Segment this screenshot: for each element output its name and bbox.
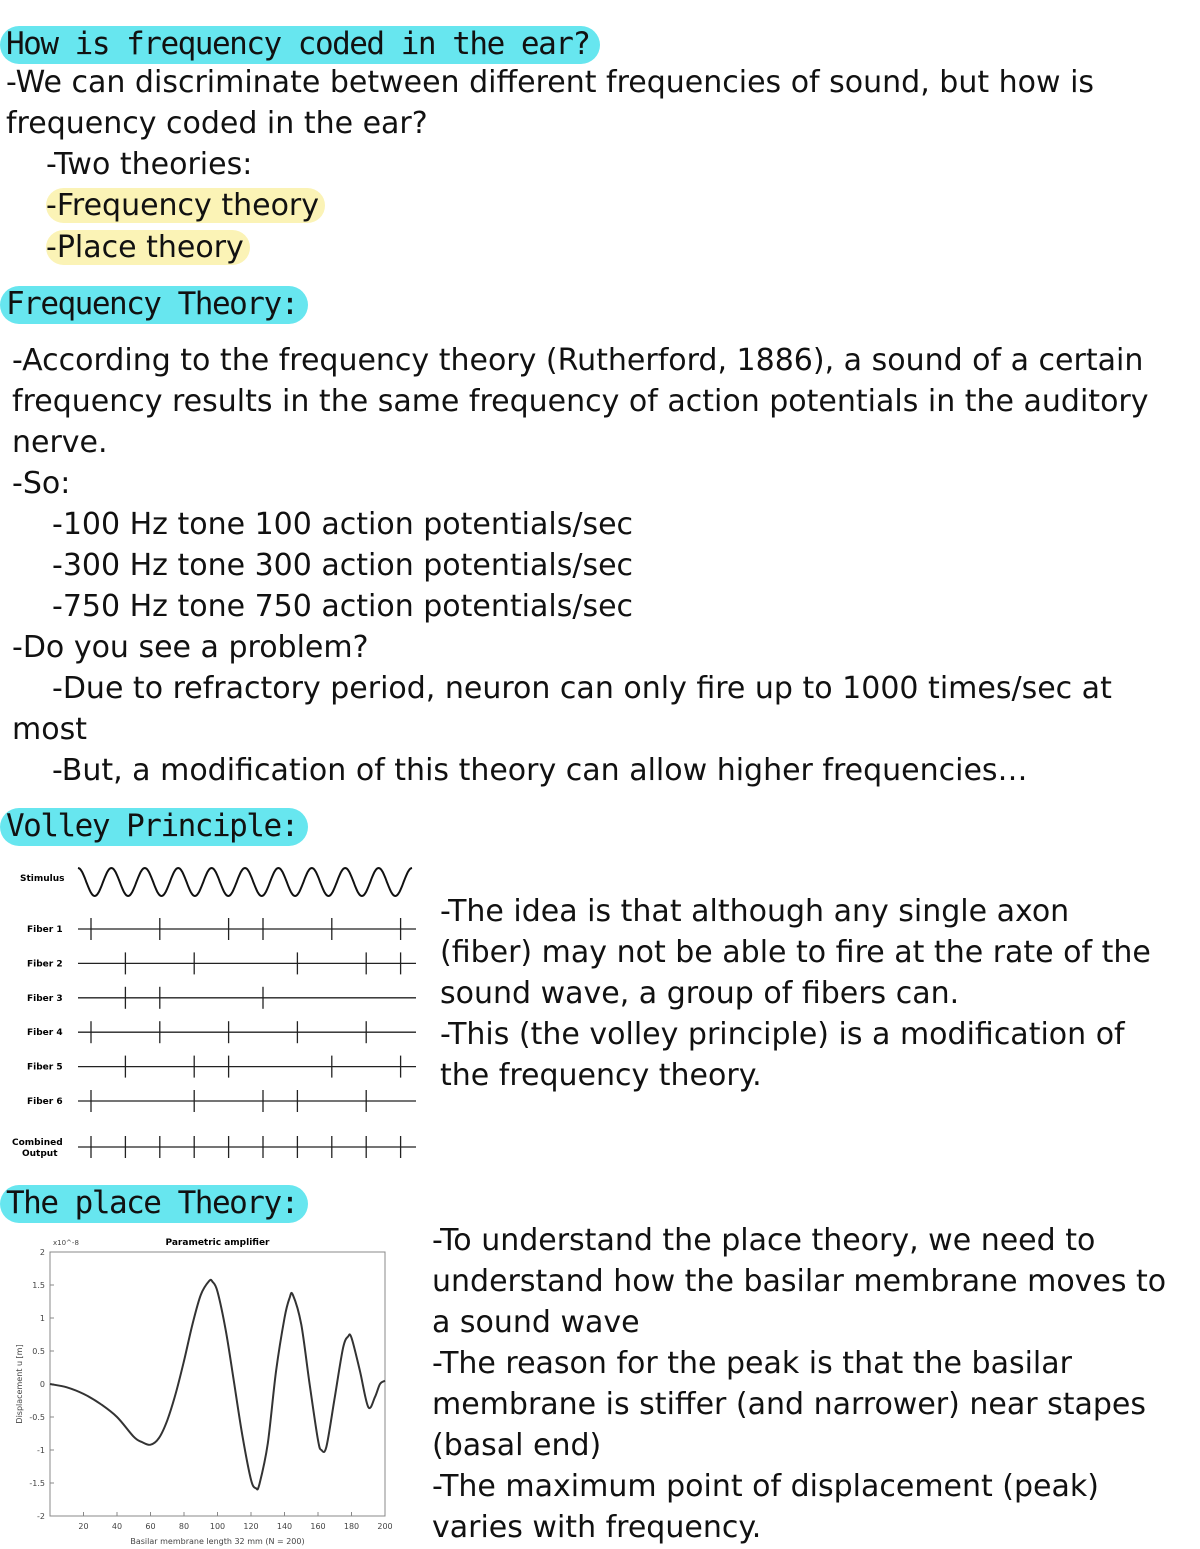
- section3-heading: [0, 806, 308, 846]
- section4-heading: [0, 1183, 308, 1223]
- section2-heading: [0, 284, 308, 324]
- x-tick-label: 20: [78, 1522, 89, 1531]
- volley-line-2: sound wave, a group of fibers can.: [440, 976, 960, 1011]
- freq-line-2: nerve.: [12, 425, 108, 460]
- x-tick-label: 100: [209, 1522, 226, 1531]
- stimulus-label: Stimulus: [20, 874, 65, 884]
- freq-line-6: -750 Hz tone 750 action potentials/sec: [52, 589, 634, 624]
- volley-line-1: (fiber) may not be able to fire at the rate of the: [440, 935, 1151, 970]
- place-line-3: -The reason for the peak is that the basilar: [432, 1346, 1072, 1381]
- place-line-2: a sound wave: [432, 1305, 640, 1340]
- theory-frequency: [46, 185, 325, 226]
- x-tick-label: 60: [145, 1522, 156, 1531]
- y-tick-label: -2: [37, 1512, 45, 1521]
- section4-heading-text: The place Theory:: [0, 1185, 308, 1223]
- section2-heading-text: Frequency Theory:: [0, 286, 308, 324]
- freq-line-0: -According to the frequency theory (Rutherford, 1886), a sound of a certain: [12, 343, 1144, 378]
- x-axis-label: Basilar membrane length 32 mm (N = 200): [130, 1537, 305, 1546]
- place-line-1: understand how the basilar membrane moves to: [432, 1264, 1167, 1299]
- y-tick-label: 2: [39, 1248, 45, 1257]
- freq-line-3: -So:: [12, 466, 71, 501]
- theory-place-text: -Place theory: [46, 230, 250, 265]
- freq-line-7: -Do you see a problem?: [12, 630, 369, 665]
- x-tick-label: 40: [111, 1522, 123, 1531]
- y-tick-label: 0.5: [32, 1347, 45, 1356]
- section1-line1: -We can discriminate between different frequencies of sound, but how is: [6, 65, 1095, 100]
- section1-line2: frequency coded in the ear?: [6, 106, 428, 141]
- theory-frequency-text: -Frequency theory: [46, 188, 325, 223]
- fiber-label: Fiber 3: [27, 993, 63, 1004]
- section1-sub: -Two theories:: [46, 147, 253, 182]
- freq-line-4: -100 Hz tone 100 action potentials/sec: [52, 507, 634, 542]
- freq-line-5: -300 Hz tone 300 action potentials/sec: [52, 548, 634, 583]
- volley-line-3: -This (the volley principle) is a modification of: [440, 1017, 1125, 1052]
- freq-line-1: frequency results in the same frequency of action potentials in the auditory: [12, 384, 1149, 419]
- y-axis-label: Displacement u [m]: [15, 1344, 24, 1424]
- volley-line-4: the frequency theory.: [440, 1058, 762, 1093]
- place-line-5: (basal end): [432, 1428, 602, 1463]
- place-line-0: -To understand the place theory, we need to: [432, 1223, 1096, 1258]
- y-tick-label: -0.5: [29, 1413, 45, 1422]
- x-tick-label: 200: [377, 1522, 393, 1531]
- theory-place: [46, 227, 250, 268]
- freq-line-10: -But, a modification of this theory can allow higher frequencies…: [52, 753, 1028, 788]
- displacement-series-line: [50, 1280, 385, 1490]
- fiber-label: Fiber 5: [27, 1062, 63, 1073]
- combined-label: Combined: [12, 1138, 63, 1148]
- fiber-label: Fiber 1: [27, 925, 63, 935]
- combined-label: Output: [22, 1149, 58, 1159]
- x-tick-label: 120: [243, 1522, 259, 1531]
- fiber-label: Fiber 2: [27, 959, 63, 970]
- basilar-membrane-chart: [0, 1232, 400, 1549]
- volley-line-0: -The idea is that although any single axon: [440, 894, 1070, 929]
- y-multiplier: x10^-8: [53, 1239, 79, 1247]
- x-tick-label: 160: [310, 1522, 326, 1531]
- x-tick-label: 180: [343, 1522, 360, 1531]
- place-line-6: -The maximum point of displacement (peak): [432, 1469, 1099, 1504]
- x-tick-label: 140: [276, 1522, 293, 1531]
- y-tick-label: 0: [39, 1380, 45, 1389]
- y-tick-label: -1: [37, 1446, 45, 1455]
- place-line-4: membrane is stiffer (and narrower) near stapes: [432, 1387, 1147, 1422]
- section1-heading-text: How is frequency coded in the ear?: [0, 26, 600, 64]
- y-tick-label: -1.5: [29, 1479, 45, 1488]
- stimulus-wave: [78, 868, 412, 896]
- y-tick-label: 1.5: [32, 1281, 45, 1290]
- place-line-7: varies with frequency.: [432, 1510, 762, 1545]
- fiber-label: Fiber 4: [27, 1028, 63, 1039]
- freq-line-8: -Due to refractory period, neuron can only fire up to 1000 times/sec at: [52, 671, 1112, 706]
- section1-heading: [0, 24, 600, 64]
- fiber-label: Fiber 6: [27, 1097, 63, 1107]
- chart-title: Parametric amplifier: [165, 1238, 270, 1248]
- volley-principle-diagram: [0, 855, 425, 1167]
- freq-line-9: most: [12, 712, 87, 747]
- x-tick-label: 80: [178, 1522, 190, 1531]
- y-tick-label: 1: [39, 1314, 45, 1323]
- section3-heading-text: Volley Principle:: [0, 808, 308, 846]
